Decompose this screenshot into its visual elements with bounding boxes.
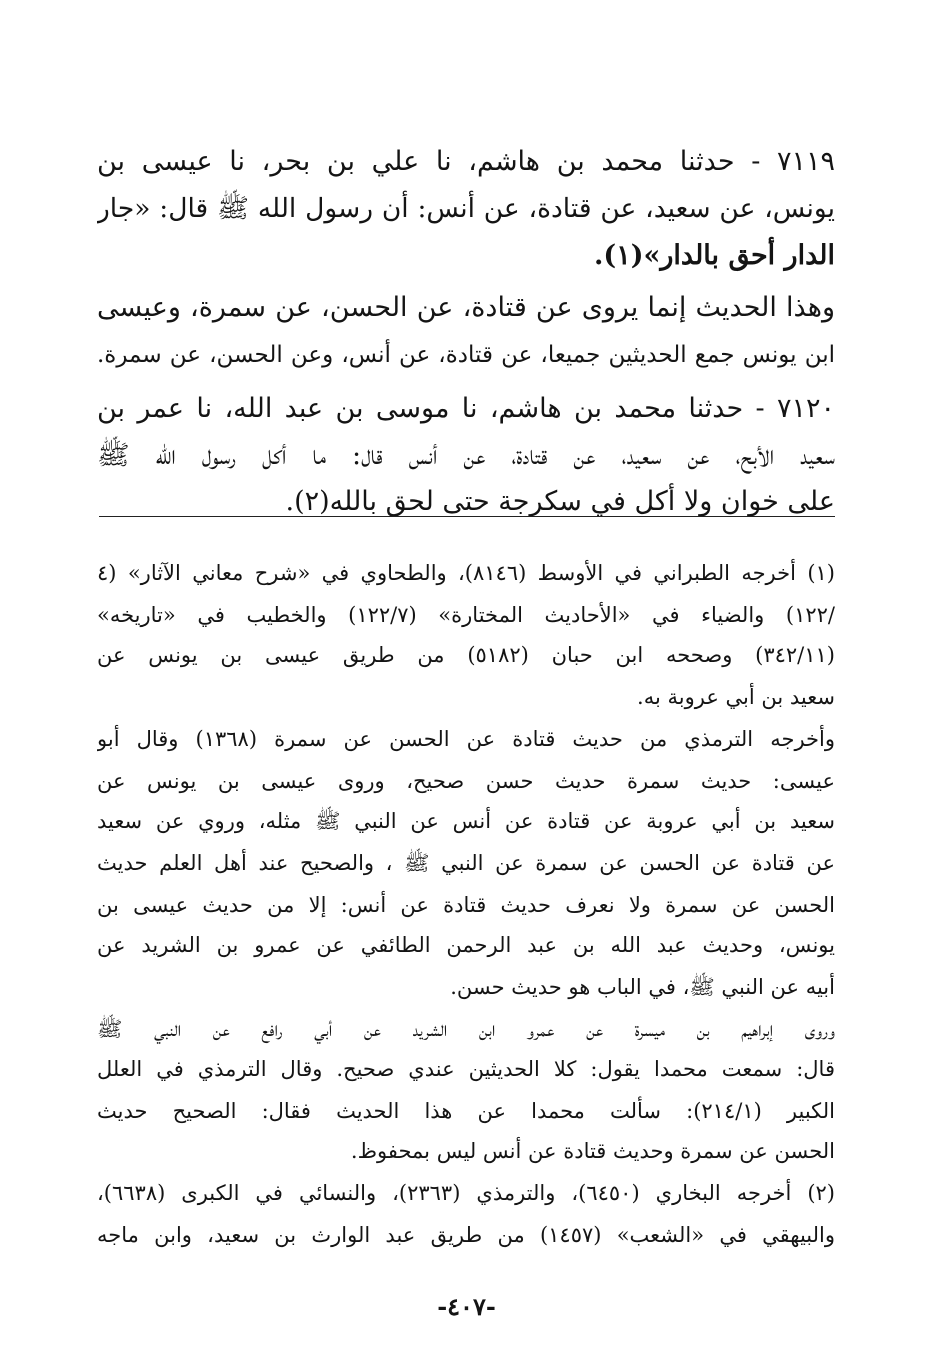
footnote-line: (٣٤٢/١١) وصححه ابن حبان (٥١٨٢) من طريق عيسى بن يونس عن: [97, 643, 835, 667]
footnote-line: أبيه عن النبي ﷺ، في الباب هو حديث حسن.: [450, 975, 835, 999]
main-line: يونس، عن سعيد، عن قتادة، عن أنس: أن رسول الله ﷺ قال: «جار: [97, 193, 835, 224]
main-line: ابن يونس جمع الحديثين جميعا، عن قتادة، عن أنس، وعن الحسن، عن سمرة.: [97, 342, 835, 368]
main-line: على خوان ولا أكل في سكرجة حتى لحق بالله(٢).: [285, 486, 835, 517]
footnote-line: يونس، وحديث عبد الله بن عبد الرحمن الطائفي عن عمرو بن الشريد عن: [97, 933, 835, 957]
footnote-line: الحسن عن سمرة وحديث قتادة عن أنس ليس بمحفوظ.: [350, 1139, 835, 1163]
main-line: سعيد الأبح، عن سعيد، عن قتادة، عن أنس قال: ما أكل رسول الله ﷺ: [97, 440, 835, 471]
footnote-line-1-start: (١) أخرجه الطبراني في الأوسط (٨١٤٦)، والطحاوي في «شرح معاني الآثار» (٤: [97, 561, 835, 585]
footnote-line-2-start: (٢) أخرجه البخاري (٦٤٥٠)، والترمذي (٢٣٦٣)، والنسائي في الكبرى (٦٦٣٨)،: [97, 1181, 835, 1205]
footnote-separator: [99, 516, 835, 517]
main-line-hadith-7120-start: ٧١٢٠ - حدثنا محمد بن هاشم، نا موسى بن عبد الله، نا عمر بن: [97, 393, 835, 424]
footnote-line: قال: سمعت محمدا يقول: كلا الحديثين عندي صحيح. وقال الترمذي في العلل: [97, 1057, 835, 1081]
footnote-line: وأخرجه الترمذي من حديث قتادة عن الحسن عن سمرة (١٣٦٨) وقال أبو: [97, 727, 835, 751]
footnote-line: سعيد بن أبي عروبة عن قتادة عن أنس عن النبي ﷺ مثله، وروي عن سعيد: [97, 809, 835, 833]
footnote-line: عن قتادة عن الحسن عن سمرة عن النبي ﷺ ، والصحيح عند أهل العلم حديث: [97, 851, 835, 875]
footnote-line: الكبير (٢١٤/١): سألت محمدا عن هذا الحديث فقال: الصحيح حديث: [97, 1099, 835, 1123]
footnote-line: والبيهقي في «الشعب» (١٤٥٧) من طريق عبد الوارث بن سعيد، وابن ماجه: [97, 1223, 835, 1247]
footnote-line: الحسن عن سمرة ولا نعرف حديث قتادة عن أنس: إلا من حديث عيسى بن: [97, 893, 835, 917]
page-number: -٤٠٧-: [437, 1292, 496, 1321]
main-line-hadith-7119-start: ٧١١٩ - حدثنا محمد بن هاشم، نا علي بن بحر، نا عيسى بن: [97, 146, 835, 177]
footnote-line: عيسى: حديث سمرة حديث حسن صحيح، وروى عيسى بن يونس عن: [97, 769, 835, 793]
main-line: الدار أحق بالدار»(١).: [594, 240, 835, 271]
main-line-commentary: وهذا الحديث إنما يروى عن قتادة، عن الحسن، عن سمرة، وعيسى: [97, 292, 835, 323]
footnote-line: /١٢٢) والضياء في «الأحاديث المختارة» (١٢٢/٧) والخطيب في «تاريخه»: [97, 603, 835, 627]
footnote-line: سعيد بن أبي عروبة به.: [637, 685, 835, 709]
footnote-line: وروى إبراهيم بن ميسرة عن عمرو ابن الشريد عن أبي رافع عن النبي ﷺ: [97, 1017, 835, 1041]
